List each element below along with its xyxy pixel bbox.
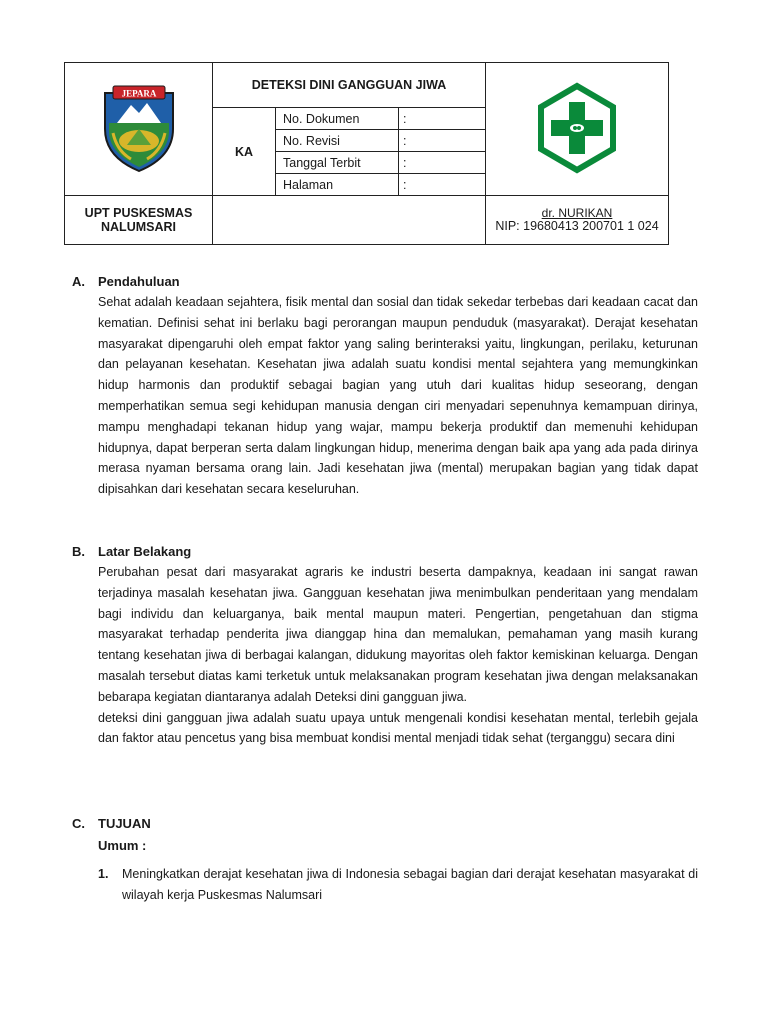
field-value-no-revisi: : (399, 130, 486, 152)
field-value-no-dokumen: : (399, 108, 486, 130)
section-tujuan (72, 813, 698, 906)
logo-text: JEPARA (121, 88, 156, 98)
field-label-no-revisi: No. Revisi (276, 130, 399, 152)
section-pendahuluan (72, 271, 698, 500)
section-paragraph: Sehat adalah keadaan sejahtera, fisik mental dan sosial dan tidak sekedar terbebas dari keadaan cacat dan kematian. Definisi sehat ini berlaku bagi perorangan maupun penduduk (masyarakat). Derajat kesehatan masyarakat dipengaruhi oleh empat faktor yang saling berinteraksi yaitu, lingkungan, perilaku, keturunan dan pelayanan kesehatan. Kesehatan jiwa adalah suatu kondisi mental sejahtera yang memungkinkan hidup harmonis dan produktif sebagai bagian yang utuh dari kualitas hidup seseorang, dengan memperhatikan semua segi kehidupan manusia dengan ciri menyadari sepenuhnya kemampuan dirinya, mampu menghadapi tekanan hidup yang wajar, mampu bekerja produktif dan memenuhi kehidupan hidupnya, dapat berperan serta dalam lingkungan hidup, menerima dengan baik apa yang ada pada dirinya merasa nyaman bersama orang lain. Jadi kesehatan jiwa (mental) merupakan bagian yang tidak dapat dipisahkan dari kesehatan secara keseluruhan. (98, 295, 698, 497)
section-paragraph: deteksi dini gangguan jiwa adalah suatu upaya untuk mengenali kondisi kesehatan mental, terlebih gejala dan faktor atau pencetus yang bisa membuat kondisi mental menjadi tidak sehat (terganggu) secara dini (98, 710, 698, 746)
field-value-halaman: : (399, 174, 486, 196)
section-title: TUJUAN (98, 816, 151, 831)
institution-name: UPT PUSKESMAS NALUMSARI (65, 196, 213, 245)
section-letter: C. (72, 816, 85, 831)
field-label-no-dokumen: No. Dokumen (276, 108, 399, 130)
subsection-title: Umum : (98, 838, 147, 853)
empty-center-cell (213, 196, 486, 245)
list-item-text: Meningkatkan derajat kesehatan jiwa di Indonesia sebagai bagian dari derajat kesehatan masyarakat di wilayah kerja Puskesmas Nalumsari (122, 867, 698, 902)
signatory-name: dr. NURIKAN (541, 206, 613, 220)
section-letter: B. (72, 544, 85, 559)
document-title: DETEKSI DINI GANGGUAN JIWA (213, 63, 486, 108)
section-paragraph: Perubahan pesat dari masyarakat agraris ke industri beserta dampaknya, keadaan ini sangat rawan terjadinya masalah kesehatan jiwa. Gangguan kesehatan jiwa menimbulkan penderitaan yang mendalam bagi individu dan keluarganya, baik mental maupun materi. Pengertian, pengetahuan dan stigma masyarakat terhadap penderita jiwa dianggap hina dan memalukan, pemahaman yang masih kurang tentang kesehatan jiwa di berbagai kalangan, didukung mayoritas oleh faktor kemiskinan keluarga. Dengan masalah tersebut diatas kami terketuk untuk melaksanakan program kesehatan jiwa dengan melaksanakan bebarapa kegiatan diantaranya adalah Deteksi dini gangguan jiwa. (98, 565, 698, 704)
puskesmas-cross-icon (529, 80, 625, 176)
list-item-number: 1. (98, 867, 109, 881)
jepara-emblem-icon (97, 83, 181, 173)
field-label-tanggal-terbit: Tanggal Terbit (276, 152, 399, 174)
doc-type-label: KA (213, 108, 276, 196)
health-logo-cell (486, 63, 669, 196)
regency-logo-cell (65, 63, 213, 196)
section-title: Latar Belakang (98, 544, 192, 559)
section-heading (72, 271, 698, 292)
field-label-halaman: Halaman (276, 174, 399, 196)
signatory-block (486, 196, 669, 245)
section-letter: A. (72, 274, 85, 289)
section-title: Pendahuluan (98, 274, 180, 289)
document-header-table (64, 62, 669, 245)
list-item (98, 864, 698, 906)
field-value-tanggal-terbit: : (399, 152, 486, 174)
section-heading (72, 813, 698, 834)
section-heading (72, 541, 698, 562)
section-latar-belakang (72, 541, 698, 749)
signatory-nip: NIP: 19680413 200701 1 024 (495, 219, 659, 233)
